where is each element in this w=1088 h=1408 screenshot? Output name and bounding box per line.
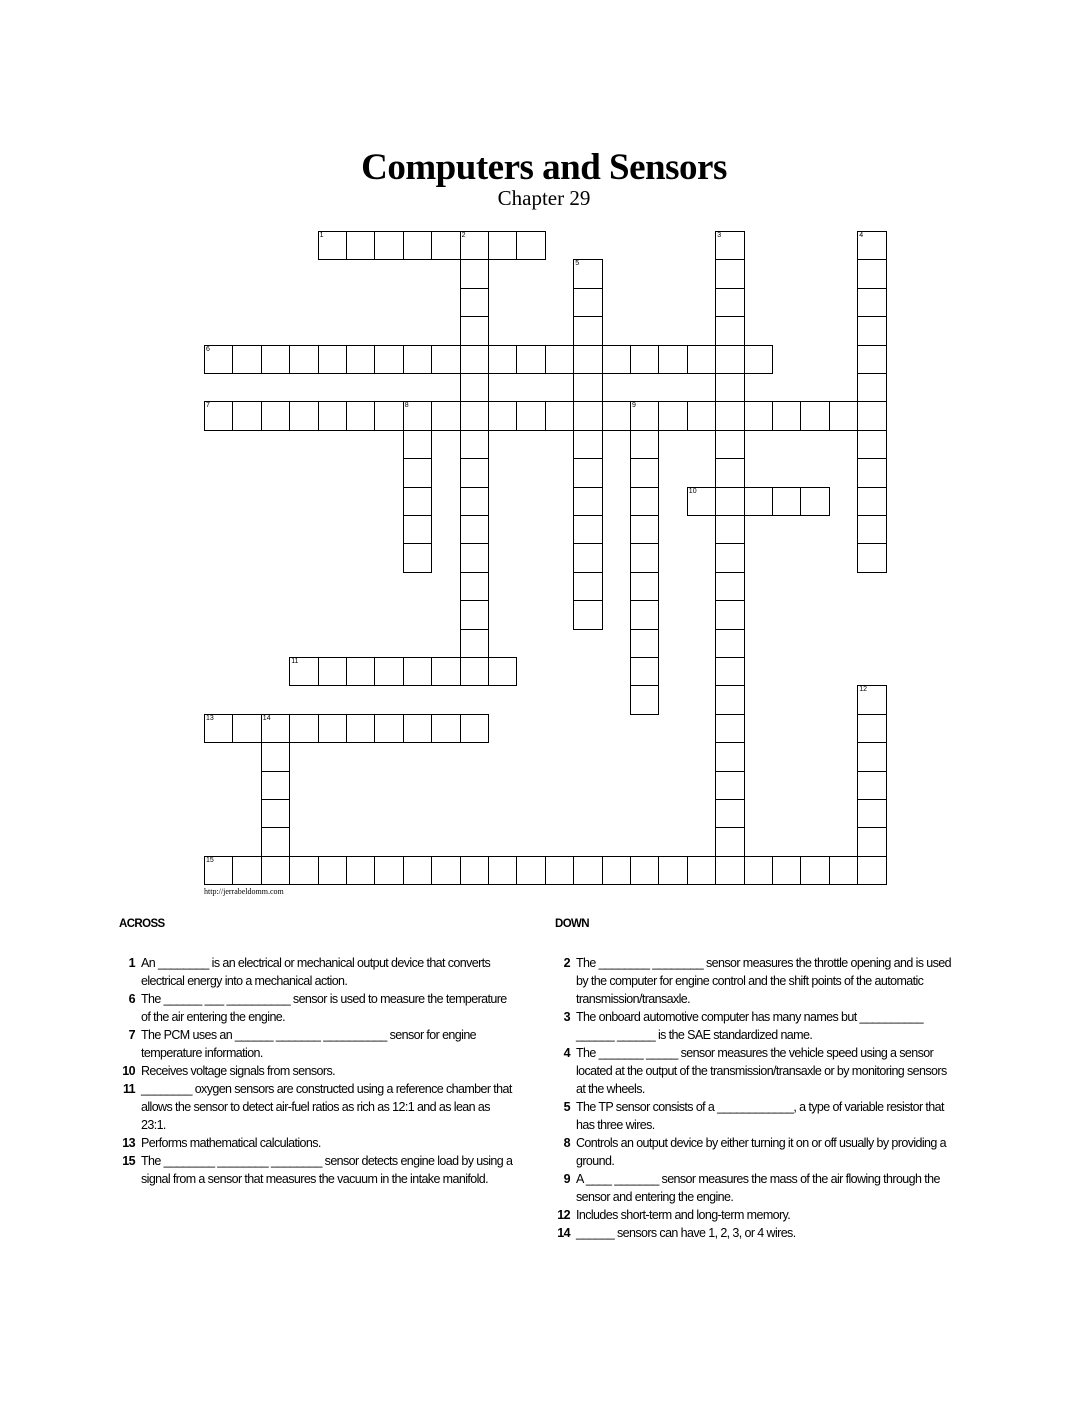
crossword-cell[interactable] xyxy=(318,231,347,260)
crossword-cell[interactable] xyxy=(715,600,744,629)
crossword-cell[interactable] xyxy=(857,259,886,288)
crossword-cell[interactable] xyxy=(232,714,261,743)
clue-text: The TP sensor consists of a ____________, a type of variable resistor that has three wires. xyxy=(576,1100,944,1132)
crossword-cell[interactable] xyxy=(744,401,773,430)
crossword-cell[interactable] xyxy=(232,401,261,430)
crossword-cell[interactable] xyxy=(857,543,886,572)
clue-number: 9 xyxy=(563,1172,570,1186)
crossword-cell[interactable] xyxy=(744,345,773,374)
clue-down-8 xyxy=(552,1134,952,1170)
clue-text: ________ oxygen sensors are constructed using a reference chamber that allows the sensor to detect air-fuel ratios as rich as 12:1 and as lean as 23:1. xyxy=(141,1082,512,1132)
crossword-cell[interactable] xyxy=(687,487,716,516)
crossword-cell[interactable] xyxy=(744,856,773,885)
crossword-cell[interactable] xyxy=(460,231,489,260)
clue-number: 10 xyxy=(122,1064,135,1078)
crossword-cell[interactable] xyxy=(800,487,829,516)
clue-number: 2 xyxy=(563,956,570,970)
crossword-cell[interactable] xyxy=(658,401,687,430)
crossword-cell[interactable] xyxy=(857,685,886,714)
crossword-cell[interactable] xyxy=(772,856,801,885)
crossword-cell[interactable] xyxy=(715,714,744,743)
crossword-cell[interactable] xyxy=(261,345,290,374)
crossword-cell[interactable] xyxy=(573,543,602,572)
crossword-cell[interactable] xyxy=(318,401,347,430)
clue-number: 15 xyxy=(122,1154,135,1168)
crossword-cell[interactable] xyxy=(204,714,233,743)
clue-number: 1 xyxy=(128,956,135,970)
crossword-cell[interactable] xyxy=(800,856,829,885)
clue-across-7 xyxy=(117,1026,517,1062)
crossword-cell[interactable] xyxy=(289,657,318,686)
clue-text: ______ sensors can have 1, 2, 3, or 4 wires. xyxy=(576,1226,796,1240)
crossword-cell[interactable] xyxy=(573,430,602,459)
crossword-cell[interactable] xyxy=(687,401,716,430)
down-heading: DOWN xyxy=(555,918,590,930)
crossword-cell[interactable] xyxy=(545,401,574,430)
crossword-cell[interactable] xyxy=(460,487,489,516)
crossword-cell[interactable] xyxy=(715,629,744,658)
crossword-cell[interactable] xyxy=(630,629,659,658)
crossword-cell[interactable] xyxy=(573,487,602,516)
clue-number: 12 xyxy=(557,1208,570,1222)
crossword-cell[interactable] xyxy=(602,345,631,374)
clue-text: The ______ ___ __________ sensor is used to measure the temperature of the air entering the engine. xyxy=(141,992,507,1024)
clue-text: A ____ _______ sensor measures the mass of the air flowing through the sensor and entering the engine. xyxy=(576,1172,940,1204)
cell-number: 12 xyxy=(859,686,867,694)
crossword-cell[interactable] xyxy=(460,373,489,402)
crossword-cell[interactable] xyxy=(658,345,687,374)
clue-text: The onboard automotive computer has many names but __________ ______ ______ is the SAE standardized name. xyxy=(576,1010,923,1042)
crossword-cell[interactable] xyxy=(261,742,290,771)
crossword-cell[interactable] xyxy=(261,799,290,828)
clue-down-9 xyxy=(552,1170,952,1206)
crossword-cell[interactable] xyxy=(204,345,233,374)
crossword-cell[interactable] xyxy=(346,657,375,686)
crossword-cell[interactable] xyxy=(630,543,659,572)
crossword-cell[interactable] xyxy=(204,856,233,885)
crossword-cell[interactable] xyxy=(857,288,886,317)
crossword-cell[interactable] xyxy=(857,458,886,487)
crossword-cell[interactable] xyxy=(403,487,432,516)
cell-number: 10 xyxy=(688,487,697,495)
crossword-cell[interactable] xyxy=(715,685,744,714)
crossword-cell[interactable] xyxy=(374,401,403,430)
crossword-cell[interactable] xyxy=(715,742,744,771)
page-subtitle: Chapter 29 xyxy=(497,186,591,210)
crossword-cell[interactable] xyxy=(857,827,886,856)
crossword-cell[interactable] xyxy=(488,856,517,885)
clue-text: The ________ ________ ________ sensor detects engine load by using a signal from a sensor that measures the vacuum in the intake manifold. xyxy=(141,1154,513,1186)
crossword-cell[interactable] xyxy=(545,345,574,374)
crossword-cell[interactable] xyxy=(857,799,886,828)
cell-number: 6 xyxy=(206,345,210,353)
down-clue-list xyxy=(552,954,952,1242)
across-clue-list xyxy=(117,954,517,1188)
crossword-cell[interactable] xyxy=(630,600,659,629)
crossword-cell[interactable] xyxy=(374,231,403,260)
crossword-cell[interactable] xyxy=(318,657,347,686)
crossword-cell[interactable] xyxy=(460,856,489,885)
crossword-cell[interactable] xyxy=(318,714,347,743)
clue-number: 4 xyxy=(563,1046,570,1060)
crossword-cell[interactable] xyxy=(261,856,290,885)
crossword-cell[interactable] xyxy=(431,401,460,430)
crossword-cell[interactable] xyxy=(346,714,375,743)
clue-number: 14 xyxy=(557,1226,570,1240)
clue-across-6 xyxy=(117,990,517,1026)
clue-number: 8 xyxy=(563,1136,570,1150)
crossword-cell[interactable] xyxy=(857,316,886,345)
crossword-cell[interactable] xyxy=(715,458,744,487)
crossword-cell[interactable] xyxy=(715,401,744,430)
crossword-cell[interactable] xyxy=(857,231,886,260)
crossword-cell[interactable] xyxy=(318,345,347,374)
crossword-cell[interactable] xyxy=(431,657,460,686)
cell-number: 15 xyxy=(206,856,214,864)
clue-text: Receives voltage signals from sensors. xyxy=(141,1064,335,1078)
crossword-cell[interactable] xyxy=(460,458,489,487)
crossword-cell[interactable] xyxy=(403,345,432,374)
crossword-cell[interactable] xyxy=(403,430,432,459)
cell-number: 5 xyxy=(575,260,580,268)
crossword-cell[interactable] xyxy=(715,799,744,828)
crossword-cell[interactable] xyxy=(715,543,744,572)
crossword-cell[interactable] xyxy=(346,856,375,885)
crossword-cell[interactable] xyxy=(431,856,460,885)
crossword-cell[interactable] xyxy=(630,685,659,714)
crossword-cell[interactable] xyxy=(289,714,318,743)
clue-number: 11 xyxy=(122,1082,135,1096)
cell-number: 3 xyxy=(717,232,722,239)
crossword-cell[interactable] xyxy=(857,515,886,544)
clue-text: Controls an output device by either turning it on or off usually by providing a ground. xyxy=(576,1136,946,1168)
crossword-cell[interactable] xyxy=(573,600,602,629)
crossword-cell[interactable] xyxy=(374,345,403,374)
crossword-cell[interactable] xyxy=(573,345,602,374)
crossword-cell[interactable] xyxy=(488,401,517,430)
crossword-cell[interactable] xyxy=(403,231,432,260)
clue-text: Includes short-term and long-term memory. xyxy=(576,1208,791,1222)
crossword-cell[interactable] xyxy=(573,288,602,317)
crossword-cell[interactable] xyxy=(403,458,432,487)
clue-number: 13 xyxy=(122,1136,135,1150)
crossword-cell[interactable] xyxy=(829,401,858,430)
crossword-cell[interactable] xyxy=(374,714,403,743)
crossword-cell[interactable] xyxy=(715,430,744,459)
crossword-cell[interactable] xyxy=(687,345,716,374)
cell-number: 2 xyxy=(461,232,466,239)
crossword-cell[interactable] xyxy=(460,430,489,459)
clue-text: Performs mathematical calculations. xyxy=(141,1136,321,1150)
crossword-cell[interactable] xyxy=(857,742,886,771)
crossword-cell[interactable] xyxy=(800,401,829,430)
cell-number: 4 xyxy=(859,232,864,239)
crossword-cell[interactable] xyxy=(460,543,489,572)
clue-number: 6 xyxy=(128,992,135,1006)
crossword-cell[interactable] xyxy=(857,856,886,885)
crossword-cell[interactable] xyxy=(374,856,403,885)
crossword-cell[interactable] xyxy=(715,487,744,516)
crossword-cell[interactable] xyxy=(630,515,659,544)
crossword-cell[interactable] xyxy=(715,316,744,345)
crossword-cell[interactable] xyxy=(318,856,347,885)
crossword-cell[interactable] xyxy=(261,771,290,800)
crossword-cell[interactable] xyxy=(261,401,290,430)
clue-number: 3 xyxy=(563,1010,570,1024)
crossword-cell[interactable] xyxy=(488,345,517,374)
crossword-cell[interactable] xyxy=(232,856,261,885)
crossword-cell[interactable] xyxy=(772,401,801,430)
crossword-cell[interactable] xyxy=(261,827,290,856)
crossword-cell[interactable] xyxy=(460,316,489,345)
crossword-cell[interactable] xyxy=(346,345,375,374)
clue-across-1 xyxy=(117,954,517,990)
crossword-cell[interactable] xyxy=(431,345,460,374)
crossword-cell[interactable] xyxy=(573,856,602,885)
crossword-cell[interactable] xyxy=(460,515,489,544)
crossword-cell[interactable] xyxy=(630,458,659,487)
crossword-cell[interactable] xyxy=(630,401,659,430)
crossword-cell[interactable] xyxy=(516,401,545,430)
crossword-cell[interactable] xyxy=(602,856,631,885)
crossword-cell[interactable] xyxy=(857,487,886,516)
crossword-cell[interactable] xyxy=(460,259,489,288)
crossword-cell[interactable] xyxy=(204,401,233,430)
crossword-cell[interactable] xyxy=(403,401,432,430)
clue-text: The _______ _____ sensor measures the vehicle speed using a sensor located at the output of the transmission/transaxle or by monitoring sensors at the wheels. xyxy=(576,1046,947,1096)
crossword-cell[interactable] xyxy=(715,657,744,686)
crossword-cell[interactable] xyxy=(460,600,489,629)
crossword-cell[interactable] xyxy=(289,345,318,374)
crossword-cell[interactable] xyxy=(630,572,659,601)
crossword-cell[interactable] xyxy=(431,231,460,260)
clue-across-11 xyxy=(117,1080,517,1134)
crossword-cell[interactable] xyxy=(545,856,574,885)
clue-number: 7 xyxy=(128,1028,135,1042)
crossword-cell[interactable] xyxy=(516,856,545,885)
crossword-cell[interactable] xyxy=(630,856,659,885)
clue-down-3 xyxy=(552,1008,952,1044)
crossword-cell[interactable] xyxy=(289,401,318,430)
crossword-cell[interactable] xyxy=(687,856,716,885)
crossword-cell[interactable] xyxy=(516,231,545,260)
cell-number: 1 xyxy=(319,232,324,239)
clue-number: 5 xyxy=(563,1100,570,1114)
crossword-cell[interactable] xyxy=(715,373,744,402)
crossword-cell[interactable] xyxy=(630,657,659,686)
cell-number: 7 xyxy=(206,402,210,410)
crossword-cell[interactable] xyxy=(460,288,489,317)
crossword-cell[interactable] xyxy=(715,288,744,317)
cell-number: 14 xyxy=(262,714,271,722)
clue-down-5 xyxy=(552,1098,952,1134)
credit-text: http://jerrabeldomm.com xyxy=(204,887,284,896)
crossword-cell[interactable] xyxy=(715,231,744,260)
crossword-cell[interactable] xyxy=(573,515,602,544)
crossword-cell[interactable] xyxy=(431,714,460,743)
crossword-cell[interactable] xyxy=(289,856,318,885)
crossword-cell[interactable] xyxy=(460,345,489,374)
crossword-cell[interactable] xyxy=(346,401,375,430)
clue-text: An ________ is an electrical or mechanical output device that converts electrical energy into a mechanical action. xyxy=(141,956,491,988)
clue-down-14 xyxy=(552,1224,952,1242)
crossword-cell[interactable] xyxy=(232,345,261,374)
crossword-cell[interactable] xyxy=(403,714,432,743)
crossword-cell[interactable] xyxy=(573,458,602,487)
clue-across-10 xyxy=(117,1062,517,1080)
crossword-cell[interactable] xyxy=(346,231,375,260)
crossword-cell[interactable] xyxy=(602,401,631,430)
crossword-cell[interactable] xyxy=(715,259,744,288)
crossword-cell[interactable] xyxy=(460,629,489,658)
crossword-cell[interactable] xyxy=(573,373,602,402)
crossword-cell[interactable] xyxy=(857,401,886,430)
clue-down-4 xyxy=(552,1044,952,1098)
crossword-cell[interactable] xyxy=(573,259,602,288)
crossword-cell[interactable] xyxy=(403,657,432,686)
crossword-cell[interactable] xyxy=(488,657,517,686)
crossword-cell[interactable] xyxy=(772,487,801,516)
page-title: Computers and Sensors xyxy=(361,147,727,188)
crossword-cell[interactable] xyxy=(658,856,687,885)
crossword-cell[interactable] xyxy=(573,401,602,430)
clue-text: The PCM uses an ______ _______ __________ sensor for engine temperature information. xyxy=(141,1028,477,1060)
crossword-cell[interactable] xyxy=(403,543,432,572)
crossword-cell[interactable] xyxy=(715,856,744,885)
across-heading: ACROSS xyxy=(119,918,165,930)
crossword-cell[interactable] xyxy=(403,856,432,885)
clue-text: The ________ ________ sensor measures the throttle opening and is used by the computer for engine control and the shift points of the automatic transmission/transaxle. xyxy=(576,956,951,1006)
crossword-cell[interactable] xyxy=(744,487,773,516)
clue-across-15 xyxy=(117,1152,517,1188)
cell-number: 9 xyxy=(632,402,636,410)
crossword-cell[interactable] xyxy=(857,714,886,743)
crossword-cell[interactable] xyxy=(857,345,886,374)
crossword-cell[interactable] xyxy=(857,430,886,459)
cell-number: 13 xyxy=(206,714,214,722)
crossword-cell[interactable] xyxy=(829,856,858,885)
crossword-cell[interactable] xyxy=(460,657,489,686)
crossword-cell[interactable] xyxy=(573,316,602,345)
crossword-cell[interactable] xyxy=(630,487,659,516)
crossword-cell[interactable] xyxy=(857,771,886,800)
crossword-cell[interactable] xyxy=(715,827,744,856)
crossword-cell[interactable] xyxy=(488,231,517,260)
crossword-cell[interactable] xyxy=(374,657,403,686)
crossword-cell[interactable] xyxy=(261,714,290,743)
crossword-cell[interactable] xyxy=(460,401,489,430)
crossword-cell[interactable] xyxy=(460,572,489,601)
cell-number: 8 xyxy=(404,402,409,410)
crossword-cell[interactable] xyxy=(857,373,886,402)
clue-across-13 xyxy=(117,1134,517,1152)
crossword-cell[interactable] xyxy=(516,345,545,374)
crossword-cell[interactable] xyxy=(715,515,744,544)
clue-down-12 xyxy=(552,1206,952,1224)
crossword-cell[interactable] xyxy=(460,714,489,743)
crossword-cell[interactable] xyxy=(715,771,744,800)
crossword-cell[interactable] xyxy=(715,345,744,374)
crossword-cell[interactable] xyxy=(715,572,744,601)
crossword-cell[interactable] xyxy=(403,515,432,544)
cell-number: 11 xyxy=(291,658,299,665)
crossword-cell[interactable] xyxy=(630,345,659,374)
crossword-cell[interactable] xyxy=(573,572,602,601)
clue-down-2 xyxy=(552,954,952,1008)
crossword-cell[interactable] xyxy=(630,430,659,459)
